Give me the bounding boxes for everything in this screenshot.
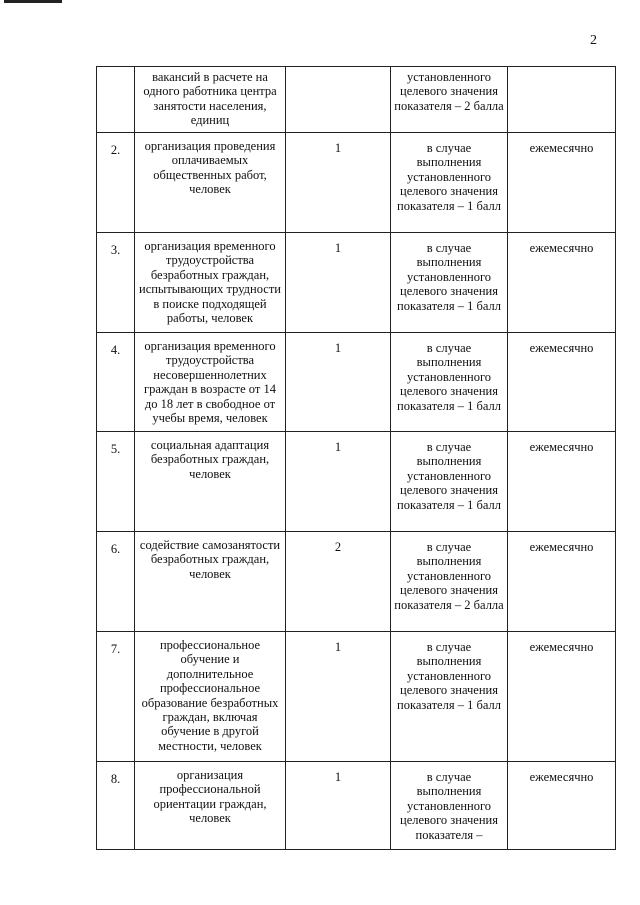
table-row: [97, 762, 616, 850]
indicators-table: [96, 66, 616, 850]
condition-cell: в случае выполнения установленного целевого значения показателя – 1 балл: [391, 632, 508, 762]
period-cell: ежемесячно: [508, 233, 616, 333]
indicators-table-body: [97, 67, 616, 850]
page-number: 2: [590, 33, 597, 48]
condition-cell: в случае выполнения установленного целевого значения показателя – 1 балл: [391, 233, 508, 333]
period-cell: ежемесячно: [508, 133, 616, 233]
points-cell: [286, 67, 391, 133]
row-number-cell: 7.: [97, 632, 135, 762]
points-cell: 2: [286, 532, 391, 632]
table-row: [97, 432, 616, 532]
period-cell: ежемесячно: [508, 762, 616, 850]
indicator-name-cell: организация профессиональной ориентации граждан, человек: [135, 762, 286, 850]
period-cell: ежемесячно: [508, 432, 616, 532]
points-cell: 1: [286, 632, 391, 762]
row-number-cell: 4.: [97, 333, 135, 432]
points-cell: 1: [286, 762, 391, 850]
row-number-cell: 2.: [97, 133, 135, 233]
points-cell: 1: [286, 133, 391, 233]
indicator-name-cell: организация проведения оплачиваемых общественных работ, человек: [135, 133, 286, 233]
table-row: [97, 67, 616, 133]
indicator-name-cell: содействие самозанятости безработных граждан, человек: [135, 532, 286, 632]
indicator-name-cell: вакансий в расчете на одного работника центра занятости населения, единиц: [135, 67, 286, 133]
indicator-name-cell: организация временного трудоустройства безработных граждан, испытывающих трудности в поиске подходящей работы, человек: [135, 233, 286, 333]
condition-cell: в случае выполнения установленного целевого значения показателя – 1 балл: [391, 432, 508, 532]
condition-cell: в случае выполнения установленного целевого значения показателя – 1 балл: [391, 133, 508, 233]
period-cell: ежемесячно: [508, 532, 616, 632]
table-row: [97, 233, 616, 333]
condition-cell: в случае выполнения установленного целевого значения показателя – 1 балл: [391, 333, 508, 432]
row-number-cell: 6.: [97, 532, 135, 632]
scan-edge-mark: [4, 0, 62, 3]
table-row: [97, 133, 616, 233]
table-row: [97, 532, 616, 632]
row-number-cell: 8.: [97, 762, 135, 850]
row-number-cell: 3.: [97, 233, 135, 333]
period-cell: ежемесячно: [508, 333, 616, 432]
table-row: [97, 632, 616, 762]
points-cell: 1: [286, 233, 391, 333]
indicator-name-cell: организация временного трудоустройства несовершеннолетних граждан в возрасте от 14 до 18 лет в свободное от учебы время, человек: [135, 333, 286, 432]
indicator-name-cell: социальная адаптация безработных граждан, человек: [135, 432, 286, 532]
row-number-cell: 5.: [97, 432, 135, 532]
period-cell: [508, 67, 616, 133]
period-cell: ежемесячно: [508, 632, 616, 762]
points-cell: 1: [286, 333, 391, 432]
points-cell: 1: [286, 432, 391, 532]
condition-cell: в случае выполнения установленного целевого значения показателя – 2 балла: [391, 532, 508, 632]
condition-cell: в случае выполнения установленного целевого значения показателя –: [391, 762, 508, 850]
table-row: [97, 333, 616, 432]
condition-cell: установленного целевого значения показателя – 2 балла: [391, 67, 508, 133]
indicator-name-cell: профессиональное обучение и дополнительное профессиональное образование безработных граждан, включая обучение в другой местности, человек: [135, 632, 286, 762]
row-number-cell: [97, 67, 135, 133]
